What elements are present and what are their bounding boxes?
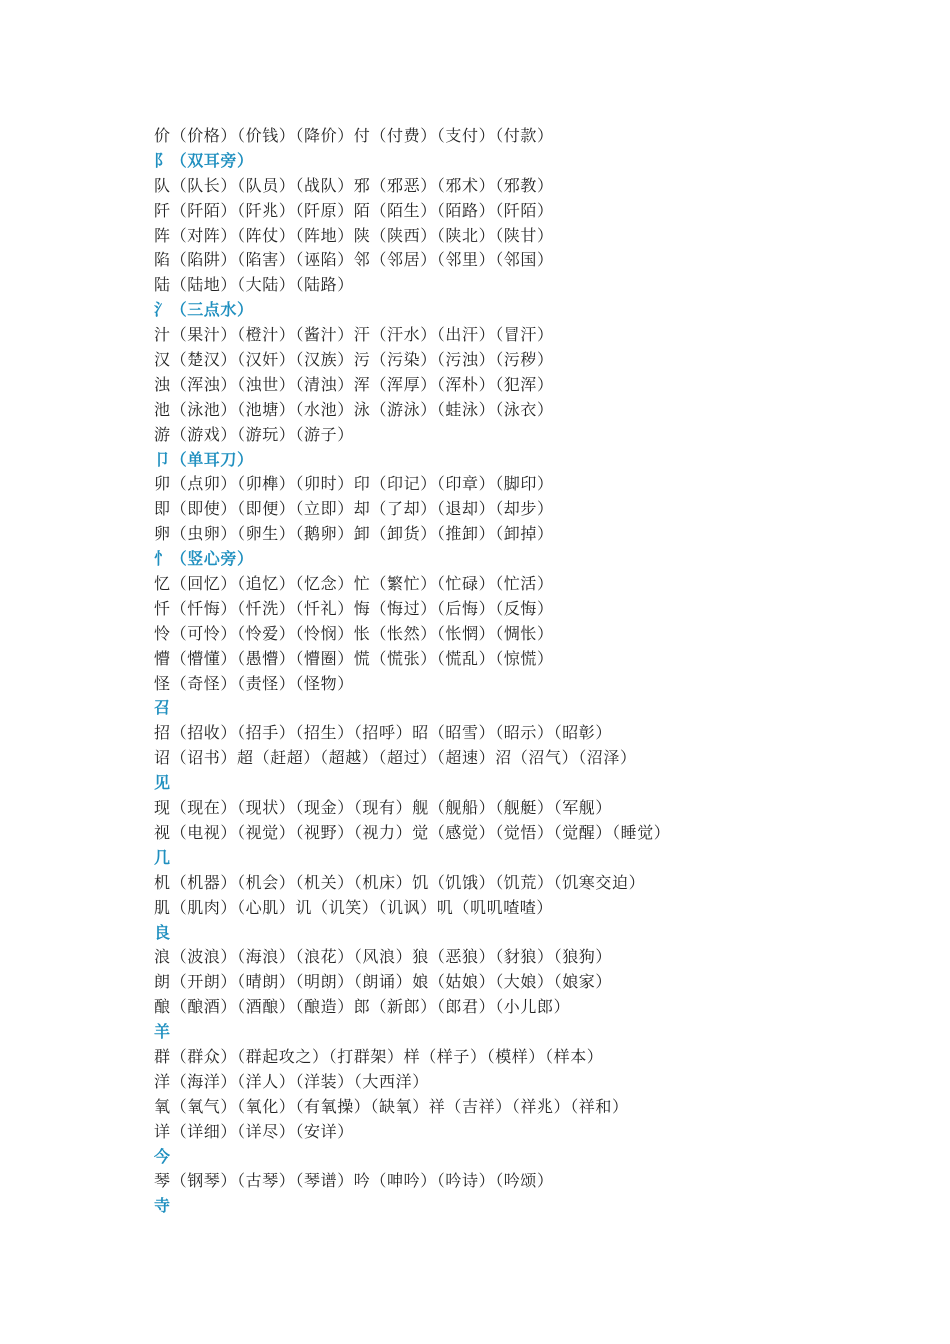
document-body — [154, 124, 854, 1219]
section-heading: 见 — [154, 773, 171, 793]
section-heading: 忄（竖心旁） — [154, 549, 254, 569]
section-heading: 羊 — [154, 1022, 171, 1042]
word-list-line: 池（泳池）（池塘）（水池）泳（游泳）（蛙泳）（泳衣） — [154, 399, 554, 419]
section-heading: 良 — [154, 922, 171, 942]
section-heading: 寺 — [154, 1196, 171, 1216]
word-list-line: 卯（点卯）（卯榫）（卯时）印（印记）（印章）（脚印） — [154, 474, 554, 494]
word-list-line: 浪（波浪）（海浪）（浪花）（风浪）狼（恶狼）（豺狼）（狼狗） — [154, 947, 613, 967]
word-list-line: 卵（虫卵）（卵生）（鹅卵）卸（卸货）（推卸）（卸掉） — [154, 524, 554, 544]
word-list-line: 视（电视）（视觉）（视野）（视力）觉（感觉）（觉悟）（觉醒）（睡觉） — [154, 822, 671, 842]
word-list-line: 汁（果汁）（橙汁）（酱汁）汗（汗水）（出汗）（冒汗） — [154, 325, 554, 345]
word-list-line: 洋（海洋）（洋人）（洋装）（大西洋） — [154, 1071, 429, 1091]
word-list-line: 肌（肌肉）（心肌）讥（讥笑）（讥讽）叽（叽叽喳喳） — [154, 897, 554, 917]
word-list-line: 机（机器）（机会）（机关）（机床）饥（饥饿）（饥荒）（饥寒交迫） — [154, 872, 646, 892]
word-list-line: 琴（钢琴）（古琴）（琴谱）吟（呻吟）（吟诗）（吟颂） — [154, 1171, 554, 1191]
section-heading: 阝（双耳旁） — [154, 150, 254, 170]
word-list-line: 招（招收）（招手）（招生）（招呼）昭（昭雪）（昭示）（昭彰） — [154, 723, 613, 743]
word-list-line: 浊（浑浊）（浊世）（清浊）浑（浑厚）（浑朴）（犯浑） — [154, 374, 554, 394]
word-list-line: 详（详细）（详尽）（安详） — [154, 1121, 354, 1141]
word-list-line: 群（群众）（群起攻之）（打群架）样（样子）（模样）（样本） — [154, 1046, 604, 1066]
word-list-line: 游（游戏）（游玩）（游子） — [154, 424, 354, 444]
word-list-line: 队（队长）（队员）（战队）邪（邪恶）（邪术）（邪教） — [154, 175, 554, 195]
word-list-line: 诏（诏书）超（赶超）（超越）（超过）（超速）沼（沼气）（沼泽） — [154, 748, 637, 768]
word-list-line: 怜（可怜）（怜爱）（怜悯）怅（怅然）（怅惘）（惆怅） — [154, 623, 554, 643]
word-list-line: 阵（对阵）（阵仗）（阵地）陕（陕西）（陕北）（陕甘） — [154, 225, 554, 245]
word-list-line: 陷（陷阱）（陷害）（诬陷）邻（邻居）（邻里）（邻国） — [154, 250, 554, 270]
section-heading: 氵（三点水） — [154, 300, 254, 320]
word-list-line: 价（价格）（价钱）（降价）付（付费）（支付）（付款） — [154, 126, 554, 145]
section-heading: 今 — [154, 1146, 171, 1166]
section-heading: 卩（单耳刀） — [154, 449, 254, 469]
section-heading: 召 — [154, 698, 171, 718]
word-list-line: 酿（酿酒）（酒酿）（酿造）郎（新郎）（郎君）（小儿郎） — [154, 997, 571, 1017]
word-list-line: 忆（回忆）（追忆）（忆念）忙（繁忙）（忙碌）（忙活） — [154, 574, 554, 594]
word-list-line: 汉（楚汉）（汉奸）（汉族）污（污染）（污浊）（污秽） — [154, 350, 554, 370]
word-list-line: 怪（奇怪）（责怪）（怪物） — [154, 673, 354, 693]
word-list-line: 懵（懵懂）（愚懵）（懵圈）慌（慌张）（慌乱）（惊慌） — [154, 648, 554, 668]
section-heading: 几 — [154, 847, 171, 867]
word-list-line: 阡（阡陌）（阡兆）（阡原）陌（陌生）（陌路）（阡陌） — [154, 200, 554, 220]
word-list-line: 陆（陆地）（大陆）（陆路） — [154, 275, 354, 295]
word-list-line: 氧（氧气）（氧化）（有氧操）（缺氧）祥（吉祥）（祥兆）（祥和） — [154, 1096, 629, 1116]
word-list-line: 现（现在）（现状）（现金）（现有）舰（舰船）（舰艇）（军舰） — [154, 798, 613, 818]
word-list-line: 朗（开朗）（晴朗）（明朗）（朗诵）娘（姑娘）（大娘）（娘家） — [154, 972, 613, 992]
word-list-line: 忏（忏悔）（忏洗）（忏礼）悔（悔过）（后悔）（反悔） — [154, 598, 554, 618]
word-list-line: 即（即使）（即便）（立即）却（了却）（退却）（却步） — [154, 499, 554, 519]
